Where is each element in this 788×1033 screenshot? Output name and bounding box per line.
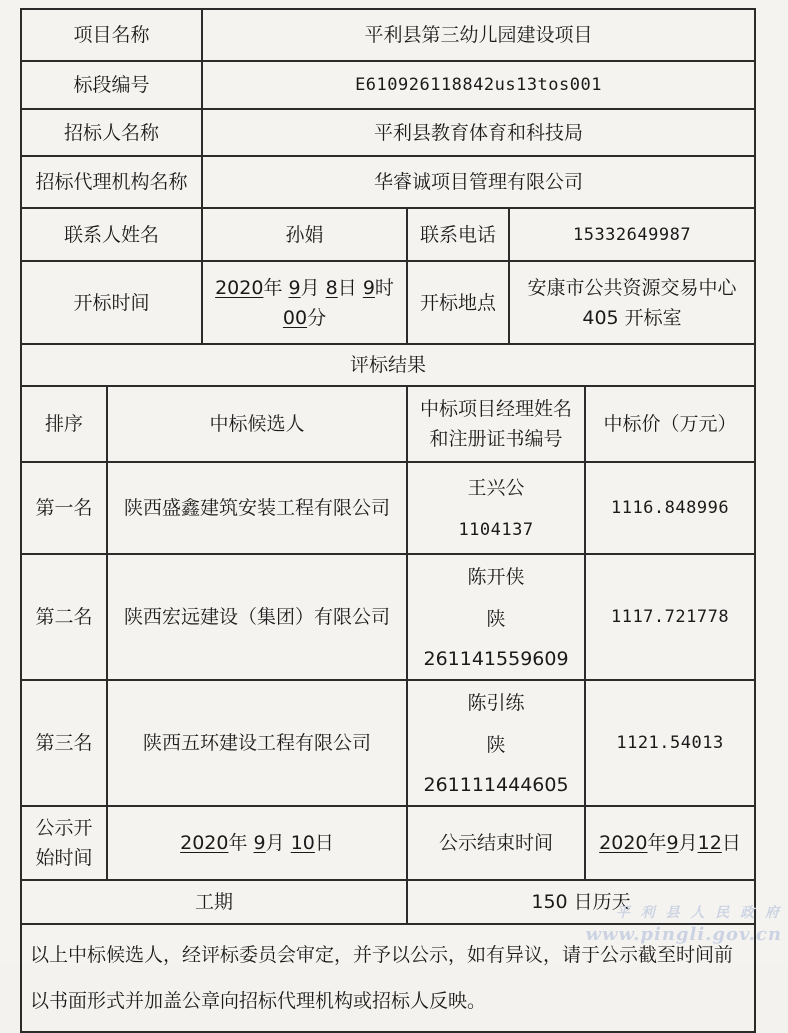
duration-label: 工期 <box>21 880 407 924</box>
open-place-line1: 安康市公共资源交易中心 <box>527 276 737 299</box>
price-cell: 1117.721778 <box>585 554 755 680</box>
agency-value: 华睿诚项目管理有限公司 <box>202 156 755 208</box>
open-hour: 9 <box>362 276 375 299</box>
open-minute-unit: 分 <box>307 306 327 329</box>
publicity-start-label-line1: 公示开 <box>35 817 93 839</box>
pub-end-month: 9 <box>666 832 679 854</box>
col-candidate: 中标候选人 <box>107 386 407 462</box>
open-time-value <box>202 261 407 344</box>
manager-cert: 陕 261111444605 <box>423 734 569 796</box>
pub-end-day: 12 <box>697 832 722 854</box>
open-year-unit: 年 <box>263 276 283 299</box>
tenderer-row <box>21 109 755 156</box>
pub-end-month-unit: 月 <box>678 832 698 854</box>
watermark-line2: www.pingli.gov.cn <box>585 924 782 945</box>
open-place-line2: 405 开标室 <box>582 306 682 329</box>
pub-end-year-unit: 年 <box>647 832 667 854</box>
open-time-label: 开标时间 <box>21 261 202 344</box>
publicity-end-value <box>585 806 755 880</box>
candidate-cell: 陕西五环建设工程有限公司 <box>107 680 407 806</box>
contact-label: 联系人姓名 <box>21 208 202 261</box>
contact-row <box>21 208 755 261</box>
pub-start-year-unit: 年 <box>228 832 248 854</box>
agency-label: 招标代理机构名称 <box>21 156 202 208</box>
pub-start-day-unit: 日 <box>314 832 334 854</box>
manager-name: 王兴公 <box>467 477 525 499</box>
open-place-value <box>509 261 755 344</box>
contact-value: 孙娟 <box>202 208 407 261</box>
table-row <box>21 462 755 554</box>
tenderer-label: 招标人名称 <box>21 109 202 156</box>
rank-cell: 第三名 <box>21 680 107 806</box>
project-name-label: 项目名称 <box>21 9 202 61</box>
manager-cert: 1104137 <box>458 520 534 540</box>
publicity-row <box>21 806 755 880</box>
tenderer-value: 平利县教育体育和科技局 <box>202 109 755 156</box>
col-manager-line1: 中标项目经理姓名 <box>420 398 573 420</box>
publicity-start-label <box>21 806 107 880</box>
open-day: 8 <box>325 276 338 299</box>
price-cell: 1121.54013 <box>585 680 755 806</box>
result-header: 评标结果 <box>21 344 755 386</box>
publicity-start-label-line2: 始时间 <box>35 847 93 869</box>
phone-value: 15332649987 <box>509 208 755 261</box>
open-year: 2020 <box>215 276 264 299</box>
duration-row <box>21 880 755 924</box>
col-manager-line2: 和注册证书编号 <box>429 428 563 450</box>
candidate-cell: 陕西宏远建设（集团）有限公司 <box>107 554 407 680</box>
manager-cell <box>407 680 585 806</box>
pub-end-day-unit: 日 <box>721 832 741 854</box>
open-month: 9 <box>288 276 301 299</box>
manager-cell <box>407 462 585 554</box>
note-row <box>21 924 755 1032</box>
col-manager <box>407 386 585 462</box>
manager-cell <box>407 554 585 680</box>
open-day-unit: 日 <box>337 276 357 299</box>
open-place-label: 开标地点 <box>407 261 509 344</box>
column-header-row <box>21 386 755 462</box>
agency-row <box>21 156 755 208</box>
bid-result-table <box>20 8 756 1033</box>
price-cell: 1116.848996 <box>585 462 755 554</box>
col-price: 中标价（万元） <box>585 386 755 462</box>
pub-end-year: 2020 <box>599 832 648 854</box>
manager-name: 陈引练 <box>467 692 525 714</box>
rank-cell: 第一名 <box>21 462 107 554</box>
watermark-line1: 平 利 县 人 民 政 府 <box>615 905 782 921</box>
section-no-label: 标段编号 <box>21 61 202 109</box>
phone-label: 联系电话 <box>407 208 509 261</box>
table-row <box>21 680 755 806</box>
open-minute: 00 <box>282 306 308 329</box>
pub-start-month-unit: 月 <box>265 832 285 854</box>
rank-cell: 第二名 <box>21 554 107 680</box>
table-row <box>21 554 755 680</box>
section-no-value: E610926118842us13tos001 <box>202 61 755 109</box>
candidate-cell: 陕西盛鑫建筑安装工程有限公司 <box>107 462 407 554</box>
open-hour-unit: 时 <box>374 276 394 299</box>
note-text: 以上中标候选人，经评标委员会审定，并予以公示，如有异议，请于公示截至时间前以书面形式并加盖公章向招标代理机构或招标人反映。 <box>21 924 755 1032</box>
open-time-row <box>21 261 755 344</box>
manager-cert: 陕 261141559609 <box>423 608 569 670</box>
result-header-row <box>21 344 755 386</box>
col-rank: 排序 <box>21 386 107 462</box>
publicity-end-label: 公示结束时间 <box>407 806 585 880</box>
pub-start-day: 10 <box>290 832 315 854</box>
pub-start-year: 2020 <box>180 832 229 854</box>
project-name-row <box>21 9 755 61</box>
pub-start-month: 9 <box>253 832 266 854</box>
manager-name: 陈开侠 <box>467 566 525 588</box>
publicity-start-value <box>107 806 407 880</box>
project-name-value: 平利县第三幼儿园建设项目 <box>202 9 755 61</box>
section-no-row <box>21 61 755 109</box>
open-month-unit: 月 <box>300 276 320 299</box>
duration-value: 150 日历天 <box>407 880 755 924</box>
